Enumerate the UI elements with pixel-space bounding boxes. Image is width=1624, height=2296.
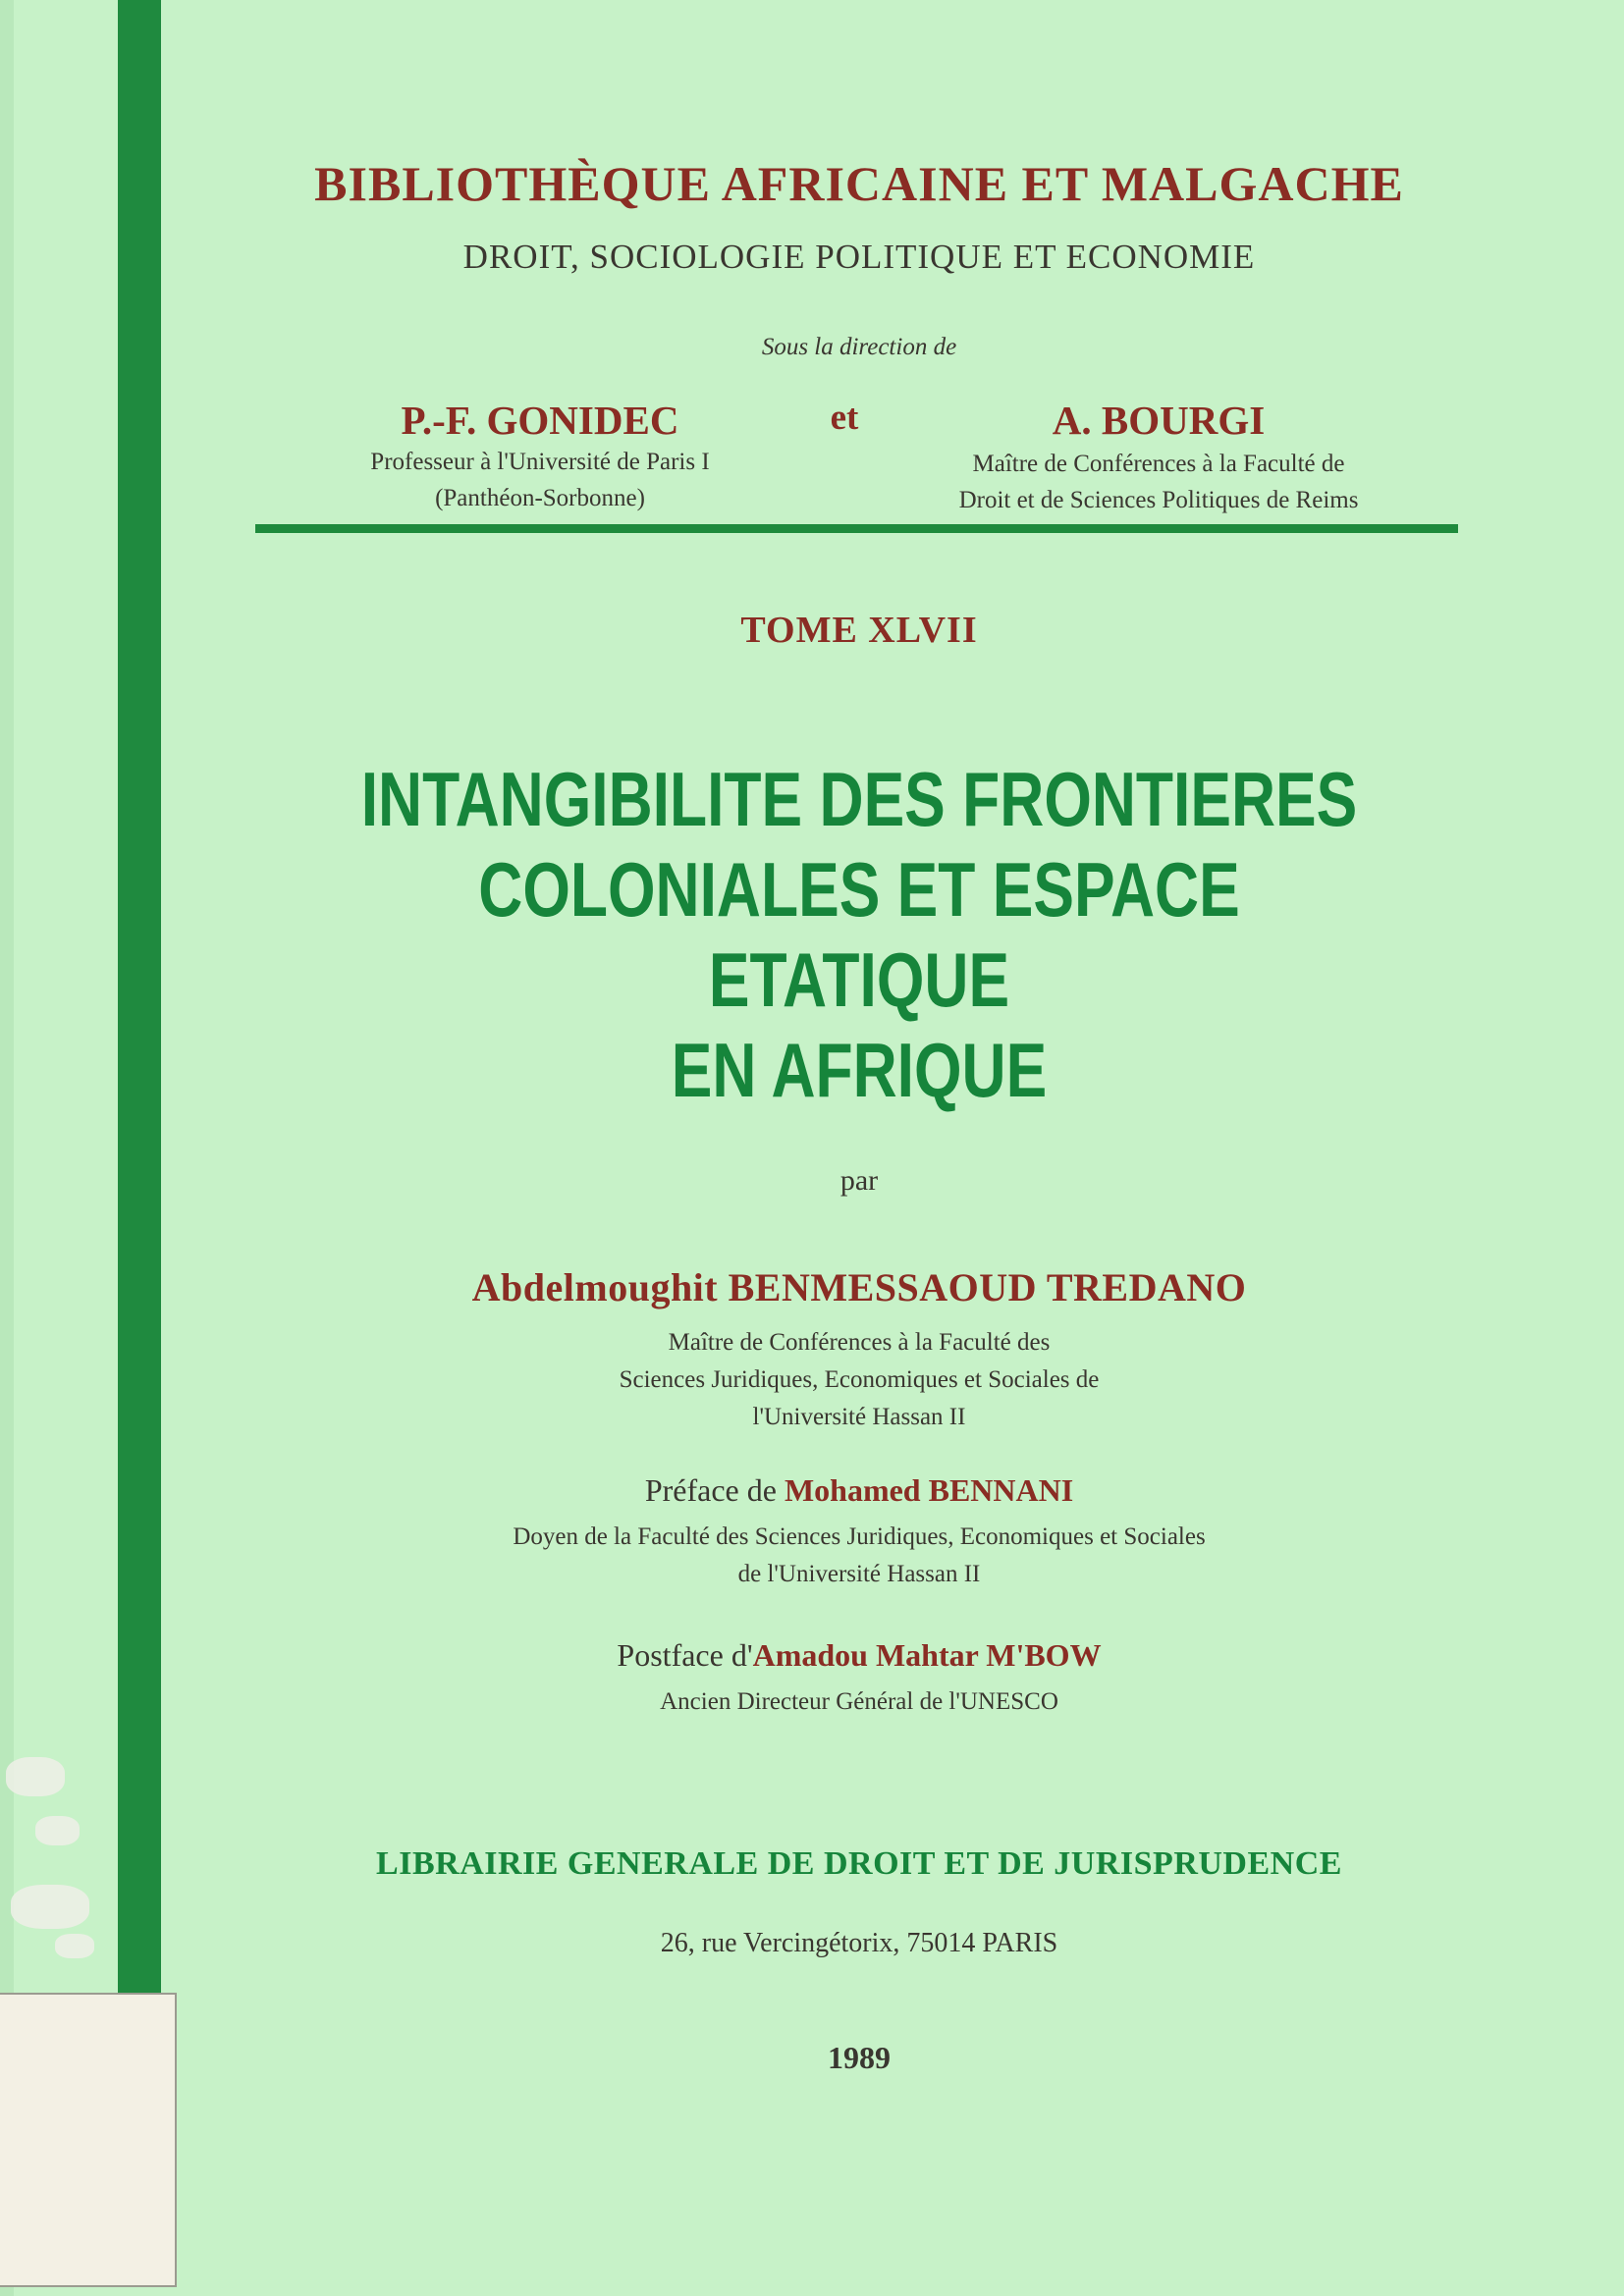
preface (295, 1472, 1424, 1593)
director-2-desc-1: Maître de Conférences à la Faculté de (972, 451, 1345, 477)
green-stripe (118, 0, 161, 1993)
author-aff-1: Maître de Conférences à la Faculté des (668, 1329, 1051, 1356)
director-1-name: P.-F. GONIDEC (401, 398, 679, 443)
book-title (352, 754, 1366, 1115)
by-label: par (839, 1164, 879, 1197)
cover-wear (6, 1747, 114, 1973)
preface-name: Mohamed BENNANI (784, 1472, 1074, 1508)
director-2-name: A. BOURGI (1052, 398, 1266, 443)
author-affiliation (295, 1324, 1424, 1436)
postface-affiliation (295, 1683, 1424, 1721)
preface-aff-1: Doyen de la Faculté des Sciences Juridiques, Economiques et Sociales (513, 1523, 1206, 1550)
preface-affiliation (295, 1519, 1424, 1593)
postface-aff-1: Ancien Directeur Général de l'UNESCO (660, 1688, 1058, 1715)
author-last-name: BENMESSAOUD TREDANO (728, 1265, 1247, 1309)
library-label (0, 1993, 177, 2287)
postface-prefix: Postface d' (617, 1637, 753, 1673)
series-title: BIBLIOTHÈQUE AFRICAINE ET MALGACHE (314, 156, 1404, 211)
director-1-desc-1: Professeur à l'Université de Paris I (370, 449, 710, 475)
author-name (295, 1264, 1424, 1436)
publisher-name: LIBRAIRIE GENERALE DE DROIT ET DE JURISPRUDENCE (376, 1845, 1342, 1882)
direction-intro: Sous la direction de (761, 334, 957, 360)
publication-year: 1989 (828, 2040, 891, 2075)
book-title-line-1: INTANGIBILITE DES FRONTIERES (360, 756, 1358, 842)
postface (295, 1637, 1424, 1721)
author-aff-3: l'Université Hassan II (752, 1404, 966, 1430)
tome-number: TOME XLVII (740, 610, 978, 651)
book-title-line-3: EN AFRIQUE (671, 1027, 1048, 1113)
director-2-desc-2: Droit et de Sciences Politiques de Reims (958, 487, 1359, 513)
author-first-name: Abdelmoughit (471, 1265, 719, 1309)
publisher-address: 26, rue Vercingétorix, 75014 PARIS (660, 1928, 1058, 1958)
series-subtitle: DROIT, SOCIOLOGIE POLITIQUE ET ECONOMIE (462, 238, 1256, 276)
author-aff-2: Sciences Juridiques, Economiques et Sociales de (619, 1366, 1100, 1393)
preface-prefix: Préface de (644, 1472, 777, 1508)
postface-name: Amadou Mahtar M'BOW (752, 1637, 1102, 1673)
preface-aff-2: de l'Université Hassan II (737, 1561, 981, 1587)
director-1-desc-2: (Panthéon-Sorbonne) (435, 485, 645, 511)
header-rule (255, 524, 1458, 533)
book-title-line-2: COLONIALES ET ESPACE ETATIQUE (478, 846, 1240, 1023)
direction-conjunction: et (830, 398, 859, 438)
